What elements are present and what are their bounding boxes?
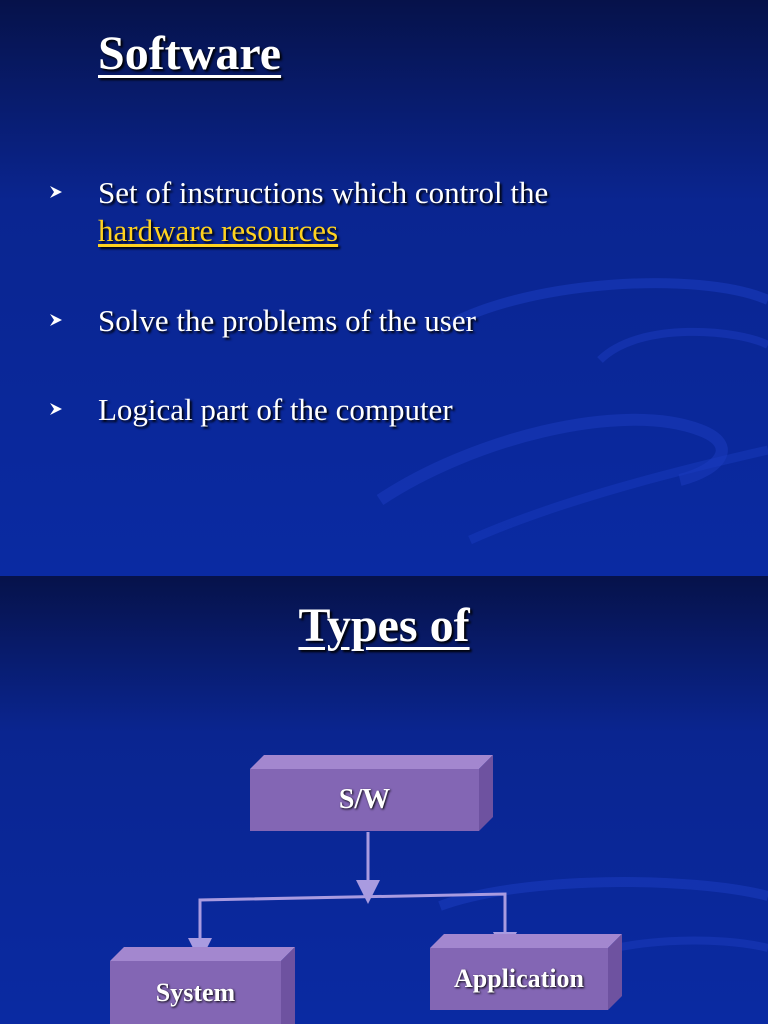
hardware-resources-link[interactable]: hardware resources	[98, 213, 339, 248]
arrowhead-bullet-icon	[48, 184, 64, 200]
system-box-top-face	[110, 947, 295, 961]
sw-root-node: S/W	[250, 769, 479, 831]
bullet-text: Logical part of the computer	[98, 392, 453, 427]
slide-types-of-software	[0, 576, 768, 1024]
bullet-text: Solve the problems of the user	[98, 303, 476, 338]
arrowhead-bullet-icon	[48, 312, 64, 328]
page-title: Types of	[298, 599, 470, 652]
page-title: Software	[98, 27, 282, 80]
application-software-node: Application	[430, 948, 608, 1010]
system-software-node: System	[110, 961, 281, 1024]
bullet-text	[98, 174, 698, 250]
root-box-top-face	[250, 755, 493, 769]
application-box-top-face	[430, 934, 622, 948]
arrowhead-bullet-icon	[48, 401, 64, 417]
bullet-label: Set of instructions which control the	[98, 175, 549, 210]
